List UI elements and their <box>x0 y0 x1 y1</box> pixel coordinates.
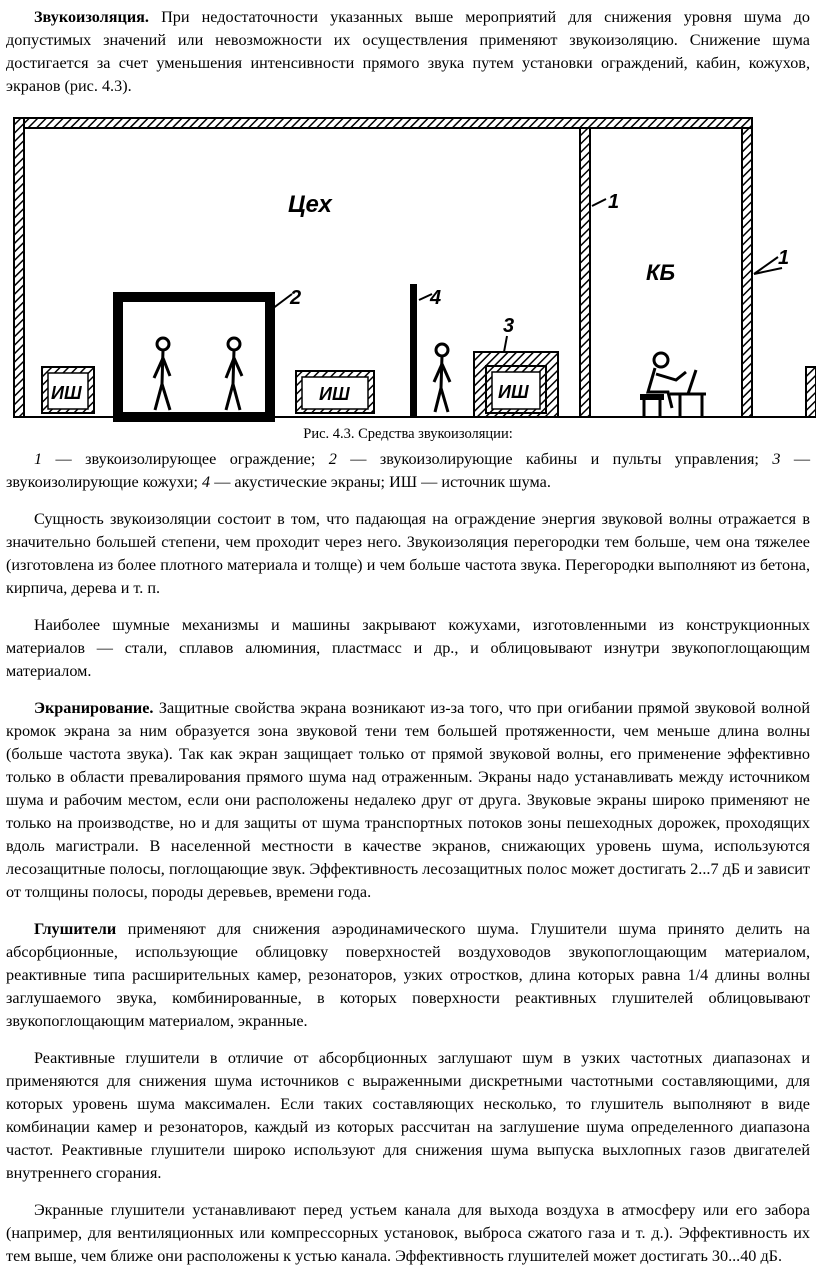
figure-4-3 <box>0 104 816 422</box>
legend-num-1: 1 <box>34 450 43 468</box>
paragraph-housings: Наиболее шумные механизмы и машины закрывают кожухами, изготовленными из конструкционных материалов — стали, сплавов алюминия, пластмасс и др., и облицовывают изнутри звукопоглощающим материалом. <box>6 616 810 680</box>
screening-heading: Экранирование. <box>34 699 154 717</box>
legend-num-2: 2 <box>328 450 337 468</box>
silencers-text: применяют для снижения аэродинамического шума. Глушители шума принято делить на абсорбционные, использующие облицовку поверхностей воздуховодов звукопоглощающим материалом, реактивные типа расширительных камер, резонаторов, узких отростков, длина которых равна 1/4 длины волны заглушаемого звука, комбинированные, в которых поверхности реактивных глушителей облицовывают звукопоглощающим материалом, экранные. <box>6 920 810 1030</box>
num-2-label: 2 <box>290 287 302 309</box>
paragraph-essence: Сущность звукоизоляции состоит в том, что падающая на ограждение энергия звуковой волны отражается в значительно большей степени, чем проходит через него. Звукоизоляция перегородки тем больше, чем она тяжелее (изготовлена из более плотного материала и толще) и чем больше частота звука. Перегородки выполняют из бетона, кирпича, дерева и т. п. <box>6 510 810 597</box>
soundproofing-diagram <box>0 104 816 422</box>
paragraph-reactive-silencers: Реактивные глушители в отличие от абсорбционных заглушают шум в узких частотных диапазонах и применяются для снижения шума источников с выраженными дискретными частотными составляющими, для которых уровень шума максимален. Если таких составляющих несколько, то глушитель выполняют в виде комбинации камер и резонаторов, каждый из которых рассчитан на заглушение шума определенного диапазона частот. Реактивные глушители широко используют для снижения шума выпуска выхлопных газов двигателей внутреннего сгорания. <box>6 1049 810 1182</box>
legend-text-4: — акустические экраны; ИШ — источник шума. <box>210 473 551 491</box>
cabin-label: КБ <box>646 260 676 285</box>
noise-source-3-label: ИШ <box>498 382 529 402</box>
acoustic-screen-4 <box>410 284 417 417</box>
silencers-heading: Глушители <box>34 920 117 938</box>
num-4-label: 4 <box>430 287 442 309</box>
intro-paragraph <box>0 0 816 98</box>
noise-source-2-label: ИШ <box>319 384 350 404</box>
figure-legend <box>0 448 816 494</box>
legend-num-3: 3 <box>772 450 781 468</box>
num-3-label: 3 <box>503 315 515 337</box>
paragraph-screen-silencers: Экранные глушители устанавливают перед устьем канала для выхода воздуха в атмосферу или его забора (например, для вентиляционных или компрессорных установок, выброса сжатого газа и т. д.). Эффективность их тем выше, чем ближе они расположены к устью канала. Эффективность глушителей может достигать 30...40 дБ. <box>6 1201 810 1265</box>
left-wall <box>14 118 24 417</box>
legend-text-3: — звукоизолирующие кожухи; <box>6 450 811 491</box>
num-1-label-right: 1 <box>778 247 790 269</box>
ceiling-wall <box>14 118 752 128</box>
legend-num-4: 4 <box>202 473 211 491</box>
screening-text: Защитные свойства экрана возникают из-за того, что при огибании прямой звуковой волной кромок экрана за ним образуется зона звуковой тени тем большей протяженности, чем меньше длина волны (больше частота звука). Так как экран защищает только от прямой звуковой волны, его применение эффективно только в области превалирования прямого шума над отраженным. Экраны надо устанавливать между источником шума и рабочим местом, если они расположены недалеко друг от друга. Звуковые экраны широко применяют не только на производстве, но и для защиты от шума транспортных потоков зоны пешеходных дорожек, проходящих вдоль магистрали. В населенной местности в качестве экранов, снижающих уровень шума, используются лесозащитные полосы, поглощающие звук. Эффективность лесозащитных полос может достигать 2...7 дБ и зависит от толщины полосы, породы деревьев, времени года. <box>6 699 810 901</box>
legend-text-2: — звукоизолирующие кабины и пульты управления; <box>336 450 773 468</box>
noise-source-1-label: ИШ <box>51 383 82 403</box>
person-1 <box>154 338 170 410</box>
paragraph-silencers <box>0 918 816 1033</box>
paragraph-screening <box>0 697 816 904</box>
cabin-right-wall <box>742 128 752 417</box>
partition-wall <box>580 128 590 417</box>
far-right-wall <box>806 367 816 417</box>
seated-operator <box>640 353 706 416</box>
intro-heading: Звукоизоляция. <box>34 8 149 26</box>
person-3 <box>434 344 450 412</box>
workshop-label: Цех <box>288 191 332 218</box>
intro-text: При недостаточности указанных выше мероприятий для снижения уровня шума до допустимых значений или невозможности их осуществления применяют звукоизоляцию. Снижение шума достигается за счет уменьшения интенсивности прямого звука путем установки ограждений, кабин, кожухов, экранов (рис. 4.3). <box>6 8 810 95</box>
person-2 <box>226 338 242 410</box>
num-1-label: 1 <box>608 191 620 213</box>
figure-caption: Рис. 4.3. Средства звукоизоляции: <box>303 426 513 442</box>
cabin-2 <box>118 297 270 417</box>
legend-text-1: — звукоизолирующее ограждение; <box>42 450 329 468</box>
